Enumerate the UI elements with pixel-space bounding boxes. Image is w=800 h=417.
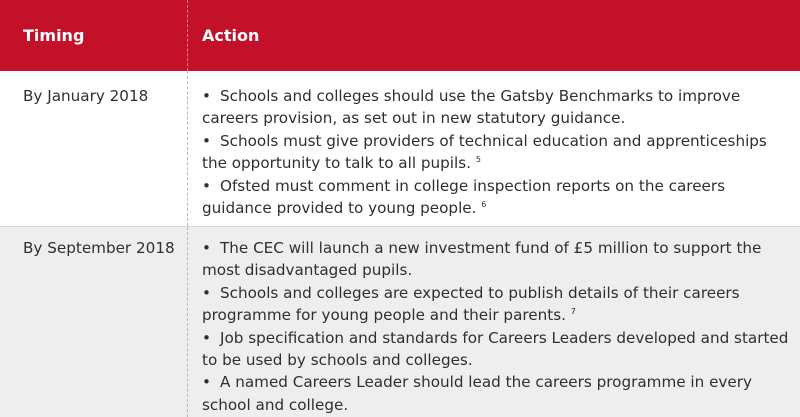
action-bullet bbox=[202, 130, 796, 175]
table-row bbox=[0, 227, 800, 417]
row-actions bbox=[188, 227, 800, 417]
bullet-icon: • bbox=[202, 131, 211, 150]
bullet-text: Schools and colleges should use the Gatsby Benchmarks to improve careers provision, as set out in new statutory guidance. bbox=[202, 87, 741, 128]
table-header bbox=[0, 0, 800, 71]
header-action: Action bbox=[202, 26, 260, 45]
row-timing: By September 2018 bbox=[0, 227, 188, 417]
bullet-icon: • bbox=[202, 283, 211, 302]
action-bullet bbox=[202, 175, 796, 220]
action-bullet bbox=[202, 85, 796, 130]
bullet-text: Schools must give providers of technical education and apprenticeships the opportunity to talk to all pupils. bbox=[202, 131, 767, 173]
bullet-text: Schools and colleges are expected to publish details of their careers programme for young people and their parents. bbox=[202, 283, 740, 325]
bullet-icon: • bbox=[202, 87, 211, 105]
action-bullet bbox=[202, 282, 796, 327]
row-timing: By January 2018 bbox=[0, 71, 188, 226]
action-bullet bbox=[202, 237, 796, 282]
bullet-text: A named Careers Leader should lead the careers programme in every school and college. bbox=[202, 373, 752, 414]
bullet-text: The CEC will launch a new investment fund of £5 million to support the most disadvantaged pupils. bbox=[202, 239, 762, 280]
bullet-icon: • bbox=[202, 239, 211, 257]
bullet-icon: • bbox=[202, 373, 211, 392]
bullet-text: Job specification and standards for Careers Leaders developed and started to be used by schools and colleges. bbox=[202, 328, 789, 370]
table-row bbox=[0, 71, 800, 227]
footnote-ref[interactable]: 6 bbox=[481, 200, 487, 210]
action-bullet bbox=[202, 371, 796, 416]
bullet-icon: • bbox=[202, 176, 211, 195]
footnote-ref[interactable]: 5 bbox=[475, 155, 481, 165]
footnote-ref[interactable]: 7 bbox=[570, 307, 576, 317]
header-timing: Timing bbox=[0, 0, 188, 71]
row-actions bbox=[188, 71, 800, 226]
bullet-text: Ofsted must comment in college inspection reports on the careers guidance provided to young people. bbox=[202, 176, 726, 218]
action-bullet bbox=[202, 327, 796, 372]
bullet-icon: • bbox=[202, 328, 211, 347]
